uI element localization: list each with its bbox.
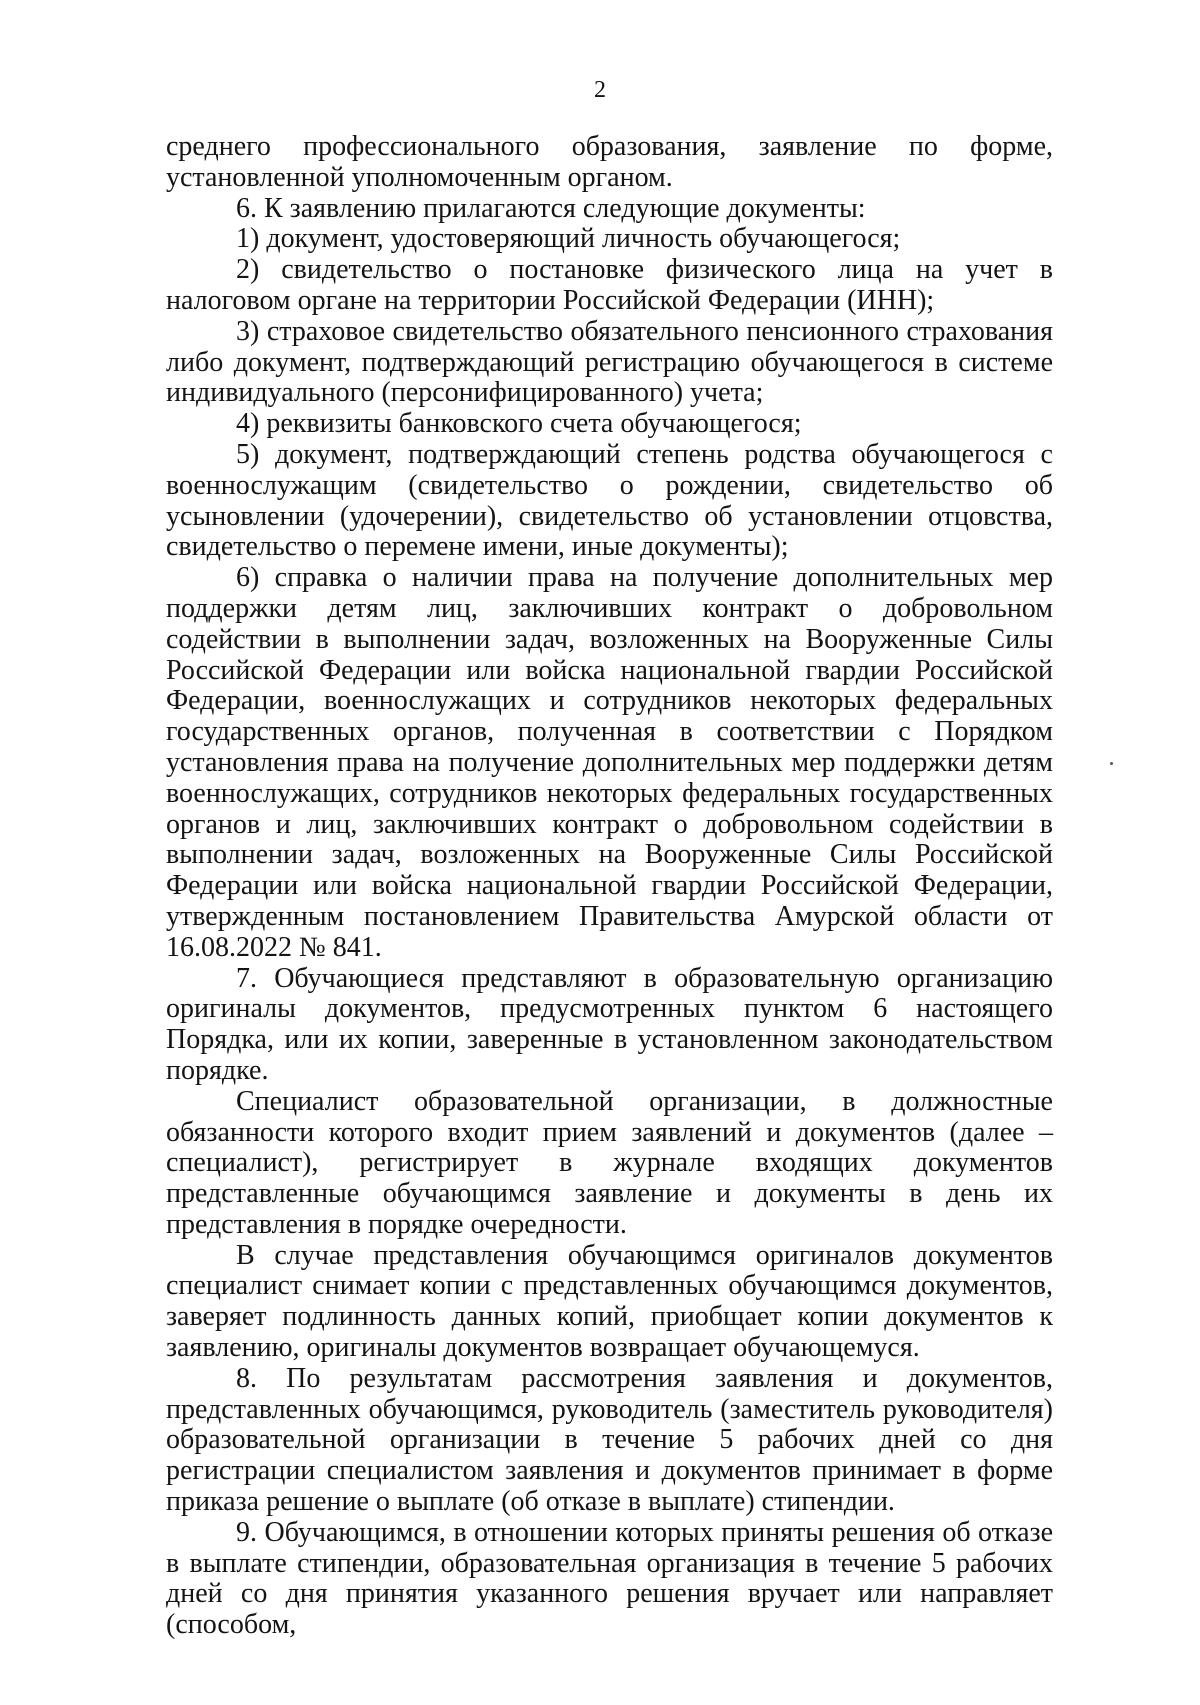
page-number: 2 bbox=[594, 77, 606, 103]
list-item-3: 3) страховое свидетельство обязательного пенсионного страхования либо документ, подтверждающий регистрацию обучающегося в системе индивидуального (персонифицированного) учета; bbox=[166, 315, 1053, 409]
list-item-4: 4) реквизиты банковского счета обучающегося; bbox=[236, 408, 802, 440]
scan-speck bbox=[1110, 762, 1113, 765]
list-item-6: 6) справка о наличии права на получение дополнительных мер поддержки детям лиц, заключивших контракт о добровольном содействии в выполнении задач, возложенных на Вооруженные Силы Российской Федерации или войска национальной гвардии Российской Федерации, военнослужащих и сотрудников некоторых федеральных государственных органов, полученная в соответствии с Порядком установления права на получение дополнительных мер поддержки детям военнослужащих, сотрудников некоторых федеральных государственных органов и лиц, заключивших контракт о добровольном содействии в выполнении задач, возложенных на Вооруженные Силы Российской Федерации или войска национальной гвардии Российской Федерации, утвержденным постановлением Правительства Амурской области от 16.08.2022 № 841. bbox=[166, 562, 1053, 963]
list-item-5: 5) документ, подтверждающий степень родства обучающегося с военнослужащим (свидетельство о рождении, свидетельство об усыновлении (удочерении), свидетельство об установлении отцовства, свидетельство о перемене имени, иные документы); bbox=[166, 438, 1053, 563]
paragraph-item-6: 6. К заявлению прилагаются следующие документы: bbox=[236, 192, 866, 224]
document-body bbox=[166, 132, 1053, 1641]
list-item-1: 1) документ, удостоверяющий личность обучающегося; bbox=[236, 223, 901, 255]
paragraph-originals: В случае представления обучающимся оригиналов документов специалист снимает копии с представленных обучающимся документов, заверяет подлинность данных копий, приобщает копии документов к заявлению, оригиналы документов возвращает обучающемуся. bbox=[166, 1239, 1053, 1364]
paragraph-item-9: 9. Обучающимся, в отношении которых приняты решения об отказе в выплате стипендии, образовательная организация в течение 5 рабочих дней со дня принятия указанного решения вручает или направляет (способом, bbox=[166, 1516, 1053, 1641]
paragraph-continuation: среднего профессионального образования, заявление по форме, установленной уполномоченным органом. bbox=[166, 131, 1053, 193]
paragraph-item-7: 7. Обучающиеся представляют в образовательную организацию оригиналы документов, предусмотренных пунктом 6 настоящего Порядка, или их копии, заверенные в установленном законодательством порядке. bbox=[166, 962, 1053, 1086]
paragraph-item-8: 8. По результатам рассмотрения заявления и документов, представленных обучающимся, руководитель (заместитель руководителя) образовательной организации в течение 5 рабочих дней со дня регистрации специалистом заявления и документов принимает в форме приказа решение о выплате (об отказе в выплате) стипендии. bbox=[166, 1362, 1053, 1518]
list-item-2: 2) свидетельство о постановке физического лица на учет в налоговом органе на территории Российской Федерации (ИНН); bbox=[166, 254, 1053, 316]
paragraph-specialist: Специалист образовательной организации, в должностные обязанности которого входит прием заявлений и документов (далее – специалист), регистрирует в журнале входящих документов представленные обучающимся заявление и документы в день их представления в порядке очередности. bbox=[166, 1085, 1053, 1240]
